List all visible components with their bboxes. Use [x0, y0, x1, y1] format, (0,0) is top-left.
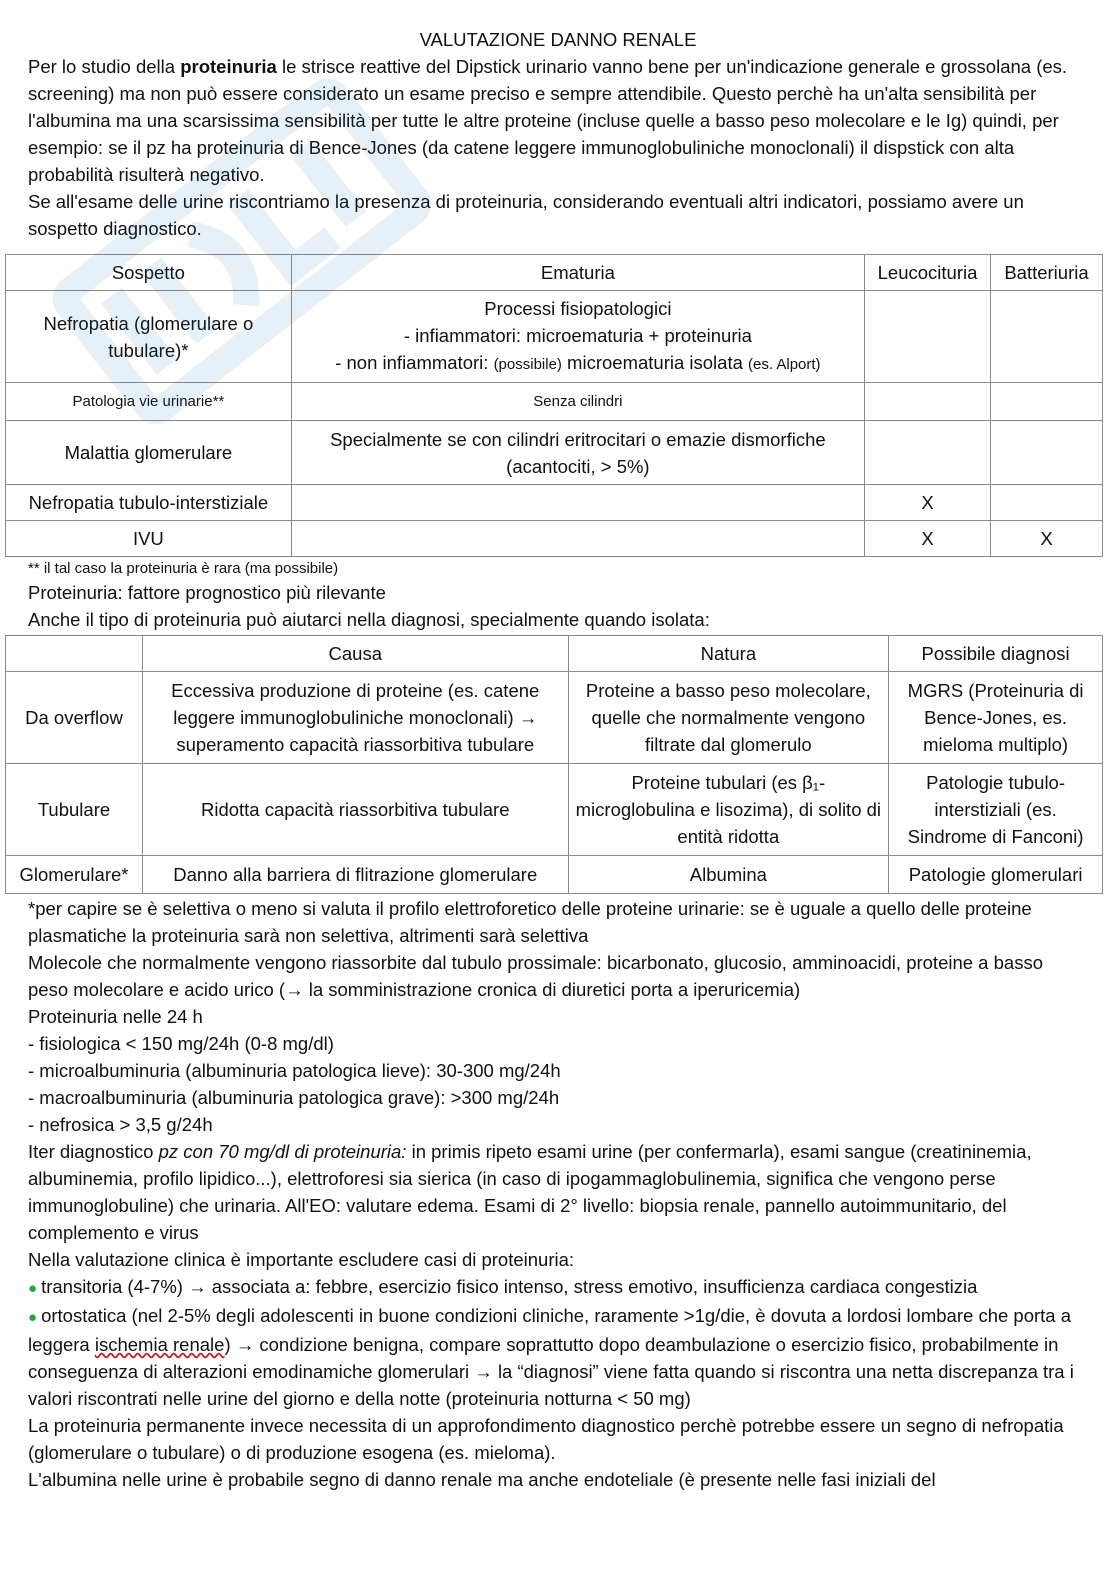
table-cell: Malattia glomerulare — [6, 421, 292, 485]
bullet-transitoria — [28, 1273, 1088, 1302]
bullet-ortostatica — [28, 1302, 1088, 1412]
table-row — [6, 383, 1103, 421]
list-item: - macroalbuminuria (albuminuria patologica grave): >300 mg/24h — [28, 1087, 560, 1108]
iter-c: in primis ripeto esami urine (per confermarla), esami sangue (creatininemia, albuminemia, profilo lipidico...), elettroforesi sia sierica (in caso di ipogammaglobulinemia, significa che vengono perse immunoglobuline) che urinaria. All'EO: valutare edema. Esami di 2° livello: biopsia renale, pannello autoimmunitario, del complemento e virus — [28, 1141, 1032, 1243]
bullet-text-c: ) → condizione benigna, compare soprattutto dopo deambulazione o esercizio fisico, probabilmente in conseguenza di alterazioni emodinamiche glomerulari → la “diagnosi” viene fatta quando si riscontra una netta discrepanza tra i valori riscontrati nelle urine del giorno e della notte (proteinuria notturna < 50 mg) — [28, 1334, 1074, 1409]
table-header: Leucocituria — [865, 255, 991, 291]
mid-text — [28, 579, 1088, 633]
suspicion-table — [5, 254, 1103, 557]
table-cell — [291, 521, 864, 557]
bullet-text-a: ortostatica (nel 2-5% degli adolescenti in buone condizioni cliniche, raramente >1g/die, è dovuta a lordosi lombare che porta a leggera — [28, 1305, 1072, 1355]
table-cell: Ridotta capacità riassorbitiva tubulare — [142, 764, 568, 856]
table-header: Possibile diagnosi — [889, 636, 1103, 672]
table-row — [6, 485, 1103, 521]
table-cell: Senza cilindri — [291, 383, 864, 421]
iter-a: Iter diagnostico — [28, 1141, 159, 1162]
reabsorbed-molecules: Molecole che normalmente vengono riassorbite dal tubulo prossimale: bicarbonato, glucosio, amminoacidi, proteine a basso peso molecolare e acido urico (→ la somministrazione cronica di diuretici porta a iperuricemia) — [28, 952, 1043, 1000]
table-row — [6, 421, 1103, 485]
table-cell: Proteine tubulari (es β₁-microglobulina e lisozima), di solito di entità ridotta — [568, 764, 889, 856]
proteinuria-24h-heading: Proteinuria nelle 24 h — [28, 1006, 203, 1027]
table-cell — [991, 383, 1103, 421]
table-cell: Eccessiva produzione di proteine (es. catene leggere immunoglobuliniche monoclonali) → superamento capacità riassorbitiva tubulare — [142, 672, 568, 764]
table-row — [6, 764, 1103, 856]
table-header: Natura — [568, 636, 889, 672]
bullet-dot-icon: ● — [28, 1309, 38, 1326]
table-header: Sospetto — [6, 255, 292, 291]
table-cell: Da overflow — [6, 672, 143, 764]
iter-b: pz con 70 mg/dl di proteinuria: — [158, 1141, 407, 1162]
prognostic-line: Proteinuria: fattore prognostico più rilevante — [28, 582, 386, 603]
table-cell — [991, 421, 1103, 485]
list-item: - nefrosica > 3,5 g/24h — [28, 1114, 213, 1135]
table-cell: MGRS (Proteinuria di Bence-Jones, es. mieloma multiplo) — [889, 672, 1103, 764]
table-cell — [865, 291, 991, 383]
table-cell — [991, 485, 1103, 521]
diagnostic-path — [28, 1138, 1088, 1246]
proteinuria-type-table — [5, 635, 1103, 894]
table-cell: Proteine a basso peso molecolare, quelle che normalmente vengono filtrate dal glomerulo — [568, 672, 889, 764]
table-cell — [865, 383, 991, 421]
table-row — [6, 255, 1103, 291]
table-header — [6, 636, 143, 672]
table-cell: IVU — [6, 521, 292, 557]
bullet-text-b: ischemia renale — [94, 1334, 225, 1355]
intro-paragraph — [28, 53, 1088, 188]
nefropatia-line-2: - infiammatori: microematuria + proteinuria — [403, 325, 752, 346]
bullet-dot-icon: ● — [28, 1280, 38, 1297]
table-header: Causa — [142, 636, 568, 672]
line-3-c: microematuria isolata — [561, 352, 749, 373]
line-3-b: (possibile) — [493, 356, 562, 373]
table-cell: Patologie tubulo-interstiziali (es. Sindrome di Fanconi) — [889, 764, 1103, 856]
table-cell — [291, 291, 864, 383]
table-cell: X — [865, 521, 991, 557]
page-title: VALUTAZIONE DANNO RENALE — [419, 29, 697, 50]
table-cell: Nefropatia (glomerulare o tubulare)* — [6, 291, 292, 383]
table-cell — [991, 291, 1103, 383]
table-cell: Patologia vie urinarie** — [6, 383, 292, 421]
table-cell: Albumina — [568, 856, 889, 894]
table-row — [6, 291, 1103, 383]
table-row — [6, 636, 1103, 672]
intro-bold: proteinuria — [180, 56, 277, 77]
table-header: Batteriuria — [991, 255, 1103, 291]
list-item: - microalbuminuria (albuminuria patologica lieve): 30-300 mg/24h — [28, 1060, 561, 1081]
table-cell: Glomerulare* — [6, 856, 143, 894]
intro-text — [28, 53, 1088, 242]
table-footnote: ** il tal caso la proteinuria è rara (ma possibile) — [28, 560, 339, 577]
table-header: Ematuria — [291, 255, 864, 291]
table-cell: Specialmente se con cilindri eritrocitari o emazie dismorfiche (acantociti, > 5%) — [291, 421, 864, 485]
type-line: Anche il tipo di proteinuria può aiutarci nella diagnosi, specialmente quando isolata: — [28, 609, 710, 630]
intro-pre: Per lo studio della — [28, 56, 181, 77]
table-cell: Nefropatia tubulo-interstiziale — [6, 485, 292, 521]
albumin-note: L'albumina nelle urine è probabile segno di danno renale ma anche endoteliale (è presente nelle fasi iniziali del — [28, 1469, 936, 1490]
bullet-text: transitoria (4-7%) → associata a: febbre, esercizio fisico intenso, stress emotivo, insufficienza cardiaca congestizia — [41, 1276, 978, 1297]
nefropatia-line-1: Processi fisiopatologici — [484, 298, 672, 319]
table-row — [6, 856, 1103, 894]
table-cell: X — [991, 521, 1103, 557]
clinical-evaluation: Nella valutazione clinica è importante escludere casi di proteinuria: — [28, 1249, 575, 1270]
intro-post: le strisce reattive del Dipstick urinario vanno bene per un'indicazione generale e grossolana (es. screening) ma non può essere considerato un esame preciso e sempre attendibile. Questo perchè ha un'alta sensibilità per l'albumina ma una scarsissima sensibilità per tutte le altre proteine (incluse quelle a basso peso molecolare e le Ig) quindi, per esempio: se il pz ha proteinuria di Bence-Jones (da catene leggere immunoglobuliniche monoclonali) il dispstick con alta probabilità risulterà negativo. — [28, 56, 1068, 185]
intro-paragraph-2: Se all'esame delle urine riscontriamo la presenza di proteinuria, considerando eventuali altri indicatori, possiamo avere un sospetto diagnostico. — [28, 191, 1024, 239]
body-text — [28, 895, 1088, 1493]
permanent-proteinuria: La proteinuria permanente invece necessita di un approfondimento diagnostico perchè potrebbe essere un segno di nefropatia (glomerulare o tubulare) o di produzione esogena (es. mieloma). — [28, 1415, 1064, 1463]
table-cell: X — [865, 485, 991, 521]
table-cell: Tubulare — [6, 764, 143, 856]
table-cell: Danno alla barriera di flitrazione glomerulare — [142, 856, 568, 894]
line-3-a: - non infiammatori: — [335, 352, 494, 373]
table-cell: Patologie glomerulari — [889, 856, 1103, 894]
list-item: - fisiologica < 150 mg/24h (0-8 mg/dl) — [28, 1033, 334, 1054]
nefropatia-line-3 — [298, 349, 858, 378]
table-row — [6, 521, 1103, 557]
table-cell — [865, 421, 991, 485]
table-cell — [291, 485, 864, 521]
selectivity-note: *per capire se è selettiva o meno si valuta il profilo elettroforetico delle proteine urinarie: se è uguale a quello delle proteine plasmatiche la proteinuria sarà non selettiva, altrimenti sarà selettiva — [28, 898, 1032, 946]
table-row — [6, 672, 1103, 764]
line-3-d: (es. Alport) — [748, 356, 821, 373]
